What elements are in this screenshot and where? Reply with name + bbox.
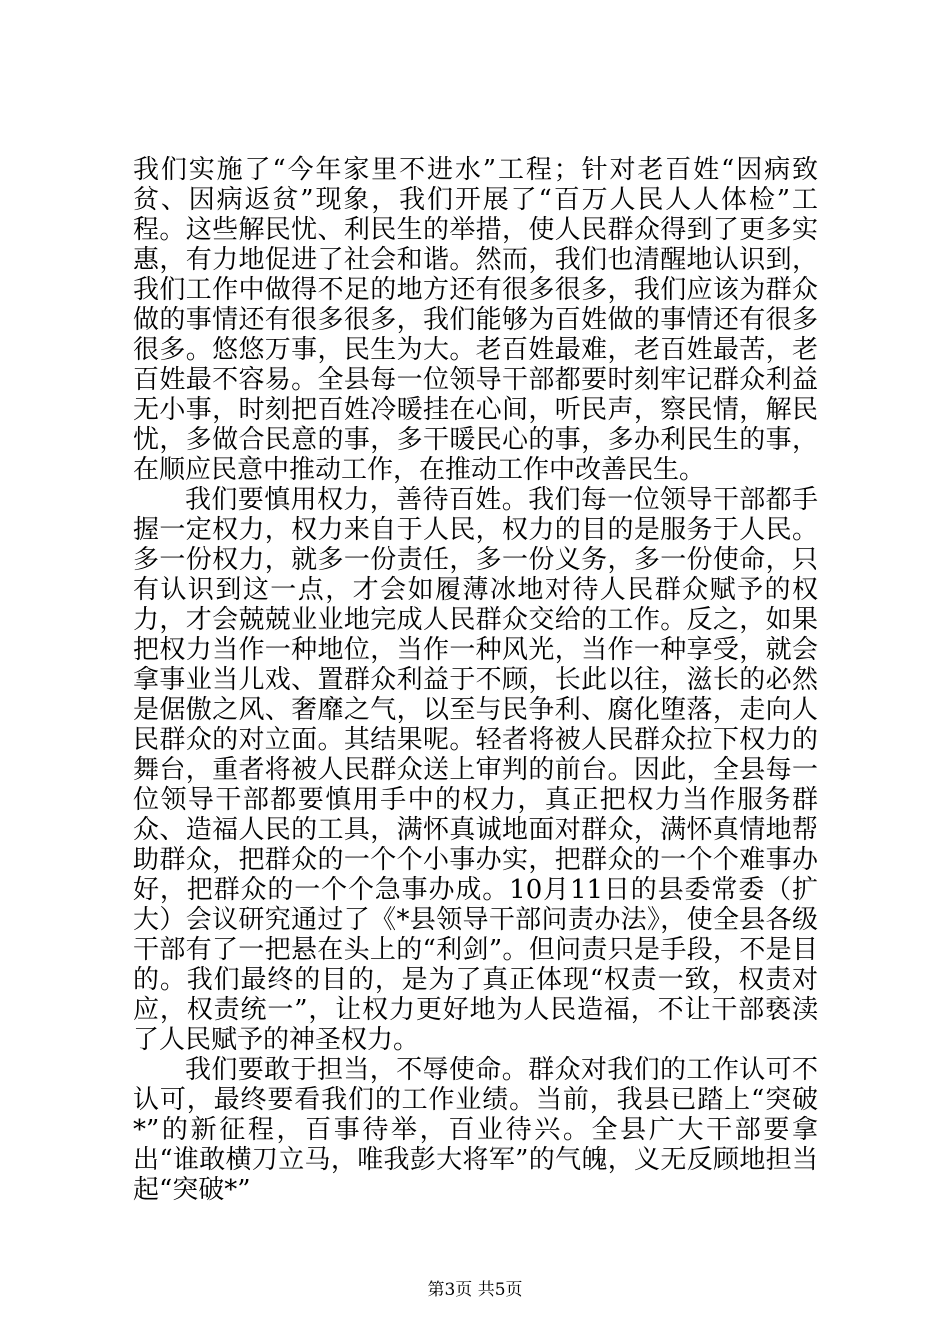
page-footer: 第3页 共5页 xyxy=(427,1280,523,1300)
paragraph-2: 我们要慎用权力，善待百姓。我们每一位领导干部都手握一定权力，权力来自于人民，权力的目的是服务于人民。多一份权力，就多一份责任，多一份义务，多一份使命，只有认识到这一点，才会如履薄冰地对待人民群众赋予的权力，才会兢兢业业地完成人民群众交给的工作。反之，如果把权力当作一种地位，当作一种风光，当作一种享受，就会拿事业当儿戏、置群众利益于不顾，长此以往，滋长的必然是倨傲之风、奢靡之气，以至与民争利、腐化堕落，走向人民群众的对立面。其结果呢。轻者将被人民群众拉下权力的舞台，重者将被人民群众送上审判的前台。因此，全县每一位领导干部都要慎用手中的权力，真正把权力当作服务群众、造福人民的工具，满怀真诚地面对群众，满怀真情地帮助群众，把群众的一个个小事办实，把群众的一个个难事办好，把群众的一个个急事办成。10月11日的县委常委（扩大）会议研究通过了《*县领导干部问责办法》，使全县各级干部有了一把悬在头上的“利剑”。但问责只是手段，不是目的。我们最终的目的，是为了真正体现“权责一致，权责对应，权责统一”，让权力更好地为人民造福，不让干部亵渎了人民赋予的神圣权力。 xyxy=(133,485,818,1055)
paragraph-3: 我们要敢于担当，不辱使命。群众对我们的工作认可不认可，最终要看我们的工作业绩。当前，我县已踏上“突破*”的新征程，百事待举，百业待兴。全县广大干部要拿出“谁敢横刀立马，唯我彭大将军”的气魄，义无反顾地担当起“突破*” xyxy=(133,1055,818,1205)
document-body xyxy=(133,155,818,1205)
paragraph-1: 我们实施了“今年家里不进水”工程；针对老百姓“因病致贫、因病返贫”现象，我们开展了“百万人民人人体检”工程。这些解民忧、利民生的举措，使人民群众得到了更多实惠，有力地促进了社会和谐。然而，我们也清醒地认识到，我们工作中做得不足的地方还有很多很多，我们应该为群众做的事情还有很多很多，我们能够为百姓做的事情还有很多很多。悠悠万事，民生为大。老百姓最难，老百姓最苦，老百姓最不容易。全县每一位领导干部都要时刻牢记群众利益无小事，时刻把百姓冷暖挂在心间，听民声，察民情，解民忧，多做合民意的事，多干暖民心的事，多办利民生的事，在顺应民意中推动工作，在推动工作中改善民生。 xyxy=(133,155,818,485)
